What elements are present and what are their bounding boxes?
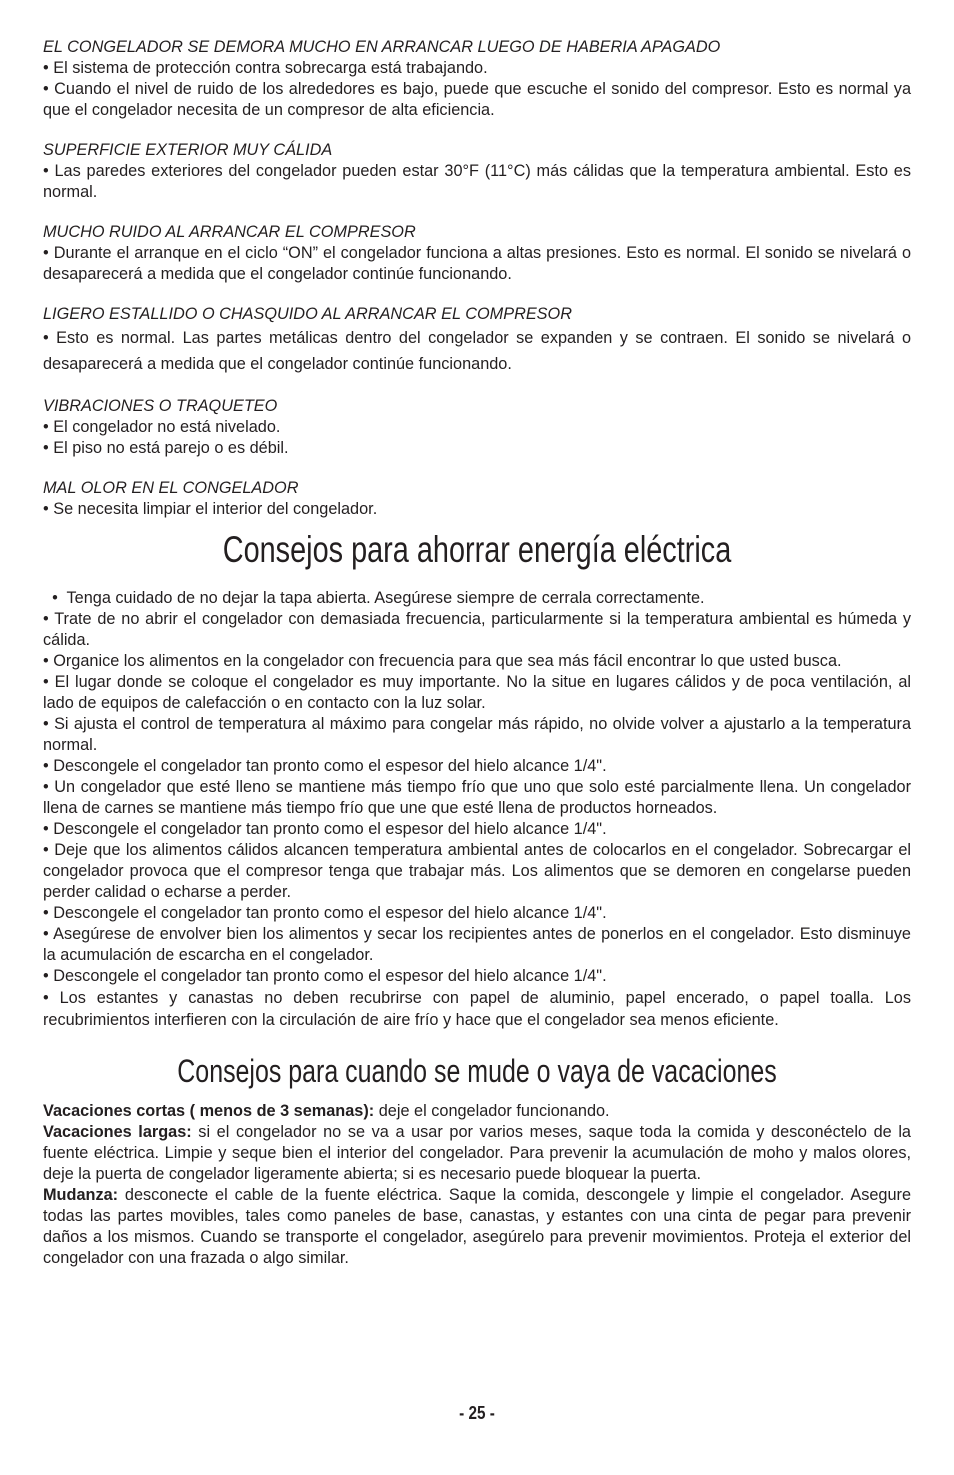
vacation-title: Consejos para cuando se mude o vaya de vacaciones bbox=[177, 1053, 777, 1089]
trouble-line: • El sistema de protección contra sobrecarga está trabajando. bbox=[43, 59, 488, 77]
trouble-heading: MUCHO RUIDO AL ARRANCAR EL COMPRESOR bbox=[43, 223, 416, 241]
vacation-label: Vacaciones cortas ( menos de 3 semanas): bbox=[43, 1102, 375, 1120]
vacation-paragraph bbox=[43, 1185, 911, 1269]
trouble-line: • Durante el arranque en el ciclo “ON” el congelador funciona a altas presiones. Esto es normal. El sonido se nivelará o desaparecerá a medida que el congelador continúe funcionando. bbox=[43, 244, 911, 283]
trouble-block-5 bbox=[43, 396, 911, 459]
energy-item: • Descongele el congelador tan pronto como el espesor del hielo alcance 1/4". bbox=[43, 757, 607, 775]
trouble-line: • El congelador no está nivelado. bbox=[43, 418, 281, 436]
energy-item: • Los estantes y canastas no deben recubrirse con papel de aluminio, papel encerado, o papel toalla. Los recubrimientos interfieren con la circulación de aire frío y hace que el congelador sea menos eficiente. bbox=[43, 989, 911, 1029]
energy-item: • Si ajusta el control de temperatura al máximo para congelar más rápido, no olvide volver a ajustarlo a la temperatura normal. bbox=[43, 715, 911, 754]
vacation-paragraph bbox=[43, 1122, 911, 1185]
energy-item: • Descongele el congelador tan pronto como el espesor del hielo alcance 1/4". bbox=[43, 820, 607, 838]
trouble-heading: LIGERO ESTALLIDO O CHASQUIDO AL ARRANCAR EL COMPRESOR bbox=[43, 305, 572, 323]
vacation-text: deje el congelador funcionando. bbox=[374, 1102, 610, 1120]
page-number: - 25 - bbox=[459, 1403, 495, 1423]
vacation-label: Mudanza: bbox=[43, 1186, 119, 1204]
trouble-heading: VIBRACIONES O TRAQUETEO bbox=[43, 397, 278, 415]
vacation-text: si el congelador no se va a usar por varios meses, saque toda la comida y desconéctelo de la fuente eléctrica. Limpie y seque bien el interior del congelador. Para prevenir la acumulación de moho y malos olores, deje la puerta de congelador ligeramente abierta; si es necesario puede bloquear la puerta. bbox=[43, 1123, 911, 1183]
trouble-line: • Las paredes exteriores del congelador pueden estar 30°F (11°C) más cálidas que la temperatura ambiental. Esto es normal. bbox=[43, 162, 911, 201]
trouble-line: • Se necesita limpiar el interior del congelador. bbox=[43, 500, 378, 518]
trouble-block-6 bbox=[43, 478, 911, 520]
vacation-label: Vacaciones largas: bbox=[43, 1123, 192, 1141]
trouble-heading: EL CONGELADOR SE DEMORA MUCHO EN ARRANCAR LUEGO DE HABERIA APAGADO bbox=[43, 38, 721, 56]
energy-item: • Trate de no abrir el congelador con demasiada frecuencia, particularmente si la temperatura ambiental es húmeda y cálida. bbox=[43, 610, 911, 649]
energy-item: • Descongele el congelador tan pronto como el espesor del hielo alcance 1/4". bbox=[43, 967, 607, 985]
energy-item: • Un congelador que esté lleno se mantiene más tiempo frío que uno que solo esté parcialmente llena. Un congelador llena de carnes se mantiene más tiempo frío que une que esté llena de productos horneados. bbox=[43, 778, 911, 817]
energy-item: • Tenga cuidado de no dejar la tapa abierta. Asegúrese siempre de cerrala correctamente. bbox=[43, 589, 705, 607]
energy-item: • El lugar donde se coloque el congelador es muy importante. No la situe en lugares cálidos y de poca ventilación, al lado de equipos de calefacción o en contacto con la luz solar. bbox=[43, 673, 911, 712]
vacation-text: desconecte el cable de la fuente eléctrica. Saque la comida, descongele y limpie el congelador. Asegure todas las partes movibles, tales como paneles de base, canastas, y estantes con una cinta de pegar para prevenir daños a los mismos. Cuando se transporte el congelador, asegúrelo para prevenir movimientos. Proteja el exterior del congelador con una frazada o algo similar. bbox=[43, 1186, 911, 1267]
trouble-block-1 bbox=[43, 37, 911, 121]
vacation-paragraph bbox=[43, 1101, 911, 1122]
energy-title: Consejos para ahorrar energía eléctrica bbox=[222, 529, 732, 570]
energy-item: • Deje que los alimentos cálidos alcancen temperatura ambiental antes de colocarlos en el congelador. Sobrecargar el congelador provoca que el compresor tenga que trabajar más. Los alimentos que se demoren en congelarse pueden perder calidad o echarse a perder. bbox=[43, 841, 911, 901]
trouble-line: • El piso no está parejo o es débil. bbox=[43, 439, 289, 457]
page-content bbox=[43, 37, 911, 1269]
energy-list bbox=[43, 588, 911, 1031]
trouble-block-2 bbox=[43, 140, 911, 203]
energy-item: • Organice los alimentos en la congelador con frecuencia para que sea más fácil encontrar lo que usted busca. bbox=[43, 652, 842, 670]
energy-item: • Asegúrese de envolver bien los alimentos y secar los recipientes antes de ponerlos en el congelador. Esto disminuye la acumulación de escarcha en el congelador. bbox=[43, 925, 911, 964]
trouble-block-4 bbox=[43, 304, 911, 377]
trouble-heading: MAL OLOR EN EL CONGELADOR bbox=[43, 479, 299, 497]
trouble-line: • Esto es normal. Las partes metálicas dentro del congelador se expanden y se contraen. El sonido se nivelará o desaparecerá a medida que el congelador continúe funcionando. bbox=[43, 329, 911, 373]
trouble-block-3 bbox=[43, 222, 911, 285]
vacation-list bbox=[43, 1101, 911, 1269]
energy-item: • Descongele el congelador tan pronto como el espesor del hielo alcance 1/4". bbox=[43, 904, 607, 922]
trouble-line: • Cuando el nivel de ruido de los alrededores es bajo, puede que escuche el sonido del compresor. Esto es normal ya que el congelador necesita de un compresor de alta eficiencia. bbox=[43, 80, 911, 119]
trouble-heading: SUPERFICIE EXTERIOR MUY CÁLIDA bbox=[43, 141, 333, 159]
